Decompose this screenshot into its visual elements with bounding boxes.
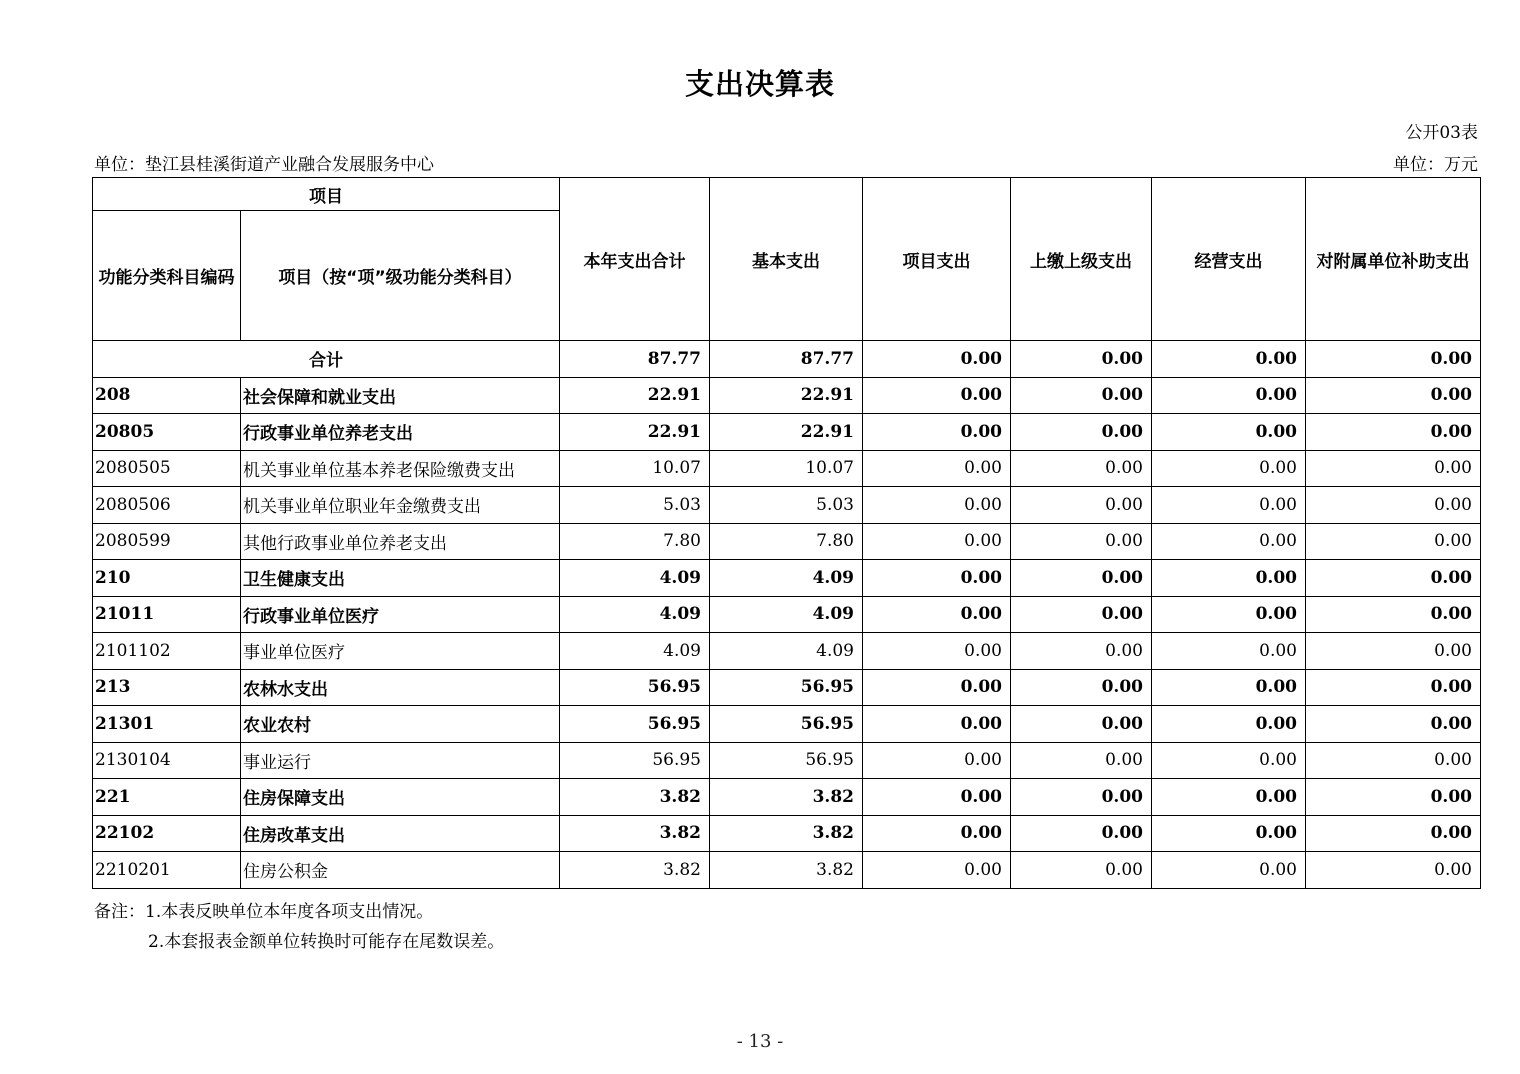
cell-operating: 0.00: [1152, 523, 1306, 560]
cell-operating: 0.00: [1152, 815, 1306, 852]
cell-code: 21011: [93, 596, 241, 633]
cell-total: 5.03: [560, 487, 710, 524]
cell-operating: 0.00: [1152, 414, 1306, 451]
table-row: [93, 742, 1481, 779]
cell-project: 0.00: [863, 669, 1011, 706]
unit-currency: 单位：万元: [1393, 155, 1478, 175]
cell-operating: 0.00: [1152, 633, 1306, 670]
header-basic: 基本支出: [710, 178, 863, 341]
cell-basic: 22.91: [710, 414, 863, 451]
total-remit: 0.00: [1011, 341, 1152, 378]
cell-subsidy: 0.00: [1306, 560, 1481, 597]
cell-basic: 56.95: [710, 742, 863, 779]
cell-subsidy: 0.00: [1306, 596, 1481, 633]
total-project: 0.00: [863, 341, 1011, 378]
cell-name: 农林水支出: [241, 669, 560, 706]
table-row: [93, 815, 1481, 852]
cell-basic: 4.09: [710, 633, 863, 670]
cell-subsidy: 0.00: [1306, 523, 1481, 560]
cell-subsidy: 0.00: [1306, 815, 1481, 852]
cell-code: 2080506: [93, 487, 241, 524]
cell-subsidy: 0.00: [1306, 450, 1481, 487]
header-remit: 上缴上级支出: [1011, 178, 1152, 341]
cell-basic: 56.95: [710, 706, 863, 743]
cell-basic: 5.03: [710, 487, 863, 524]
table-row: [93, 706, 1481, 743]
cell-subsidy: 0.00: [1306, 633, 1481, 670]
cell-name: 事业单位医疗: [241, 633, 560, 670]
table-row: [93, 779, 1481, 816]
cell-basic: 56.95: [710, 669, 863, 706]
table-row: [93, 633, 1481, 670]
header-project: 项目支出: [863, 178, 1011, 341]
cell-total: 4.09: [560, 560, 710, 597]
cell-remit: 0.00: [1011, 560, 1152, 597]
table-row: [93, 852, 1481, 889]
cell-name: 住房改革支出: [241, 815, 560, 852]
cell-code: 208: [93, 377, 241, 414]
cell-remit: 0.00: [1011, 815, 1152, 852]
cell-code: 221: [93, 779, 241, 816]
header-total: 本年支出合计: [560, 178, 710, 341]
cell-total: 4.09: [560, 596, 710, 633]
header-name: 项目（按“项”级功能分类科目）: [241, 211, 560, 341]
table-row: [93, 450, 1481, 487]
cell-operating: 0.00: [1152, 742, 1306, 779]
table-row: [93, 523, 1481, 560]
cell-remit: 0.00: [1011, 742, 1152, 779]
cell-total: 56.95: [560, 742, 710, 779]
cell-project: 0.00: [863, 487, 1011, 524]
cell-total: 10.07: [560, 450, 710, 487]
cell-total: 22.91: [560, 377, 710, 414]
table-row: [93, 560, 1481, 597]
total-operating: 0.00: [1152, 341, 1306, 378]
table-row: [93, 596, 1481, 633]
cell-code: 20805: [93, 414, 241, 451]
cell-basic: 10.07: [710, 450, 863, 487]
cell-basic: 22.91: [710, 377, 863, 414]
cell-code: 2130104: [93, 742, 241, 779]
cell-total: 56.95: [560, 669, 710, 706]
cell-code: 2080505: [93, 450, 241, 487]
cell-basic: 3.82: [710, 815, 863, 852]
table-row: [93, 669, 1481, 706]
cell-operating: 0.00: [1152, 669, 1306, 706]
cell-name: 住房公积金: [241, 852, 560, 889]
total-basic: 87.77: [710, 341, 863, 378]
cell-project: 0.00: [863, 523, 1011, 560]
cell-total: 56.95: [560, 706, 710, 743]
total-row: [93, 341, 1481, 378]
cell-code: 2210201: [93, 852, 241, 889]
cell-subsidy: 0.00: [1306, 377, 1481, 414]
cell-code: 2101102: [93, 633, 241, 670]
cell-operating: 0.00: [1152, 779, 1306, 816]
cell-total: 4.09: [560, 633, 710, 670]
cell-name: 其他行政事业单位养老支出: [241, 523, 560, 560]
cell-remit: 0.00: [1011, 779, 1152, 816]
cell-basic: 3.82: [710, 852, 863, 889]
total-total: 87.77: [560, 341, 710, 378]
cell-name: 农业农村: [241, 706, 560, 743]
cell-subsidy: 0.00: [1306, 706, 1481, 743]
cell-total: 3.82: [560, 779, 710, 816]
cell-subsidy: 0.00: [1306, 487, 1481, 524]
cell-total: 7.80: [560, 523, 710, 560]
cell-subsidy: 0.00: [1306, 414, 1481, 451]
form-number: 公开03表: [1405, 123, 1478, 143]
cell-code: 2080599: [93, 523, 241, 560]
cell-project: 0.00: [863, 560, 1011, 597]
cell-project: 0.00: [863, 706, 1011, 743]
cell-total: 22.91: [560, 414, 710, 451]
cell-project: 0.00: [863, 596, 1011, 633]
cell-project: 0.00: [863, 633, 1011, 670]
cell-operating: 0.00: [1152, 377, 1306, 414]
cell-total: 3.82: [560, 852, 710, 889]
cell-name: 机关事业单位职业年金缴费支出: [241, 487, 560, 524]
cell-code: 213: [93, 669, 241, 706]
cell-operating: 0.00: [1152, 596, 1306, 633]
cell-operating: 0.00: [1152, 706, 1306, 743]
cell-project: 0.00: [863, 742, 1011, 779]
cell-remit: 0.00: [1011, 414, 1152, 451]
header-operating: 经营支出: [1152, 178, 1306, 341]
cell-basic: 4.09: [710, 596, 863, 633]
cell-remit: 0.00: [1011, 633, 1152, 670]
cell-name: 机关事业单位基本养老保险缴费支出: [241, 450, 560, 487]
cell-remit: 0.00: [1011, 377, 1152, 414]
cell-remit: 0.00: [1011, 669, 1152, 706]
page-title: 支出决算表: [684, 67, 835, 101]
total-subsidy: 0.00: [1306, 341, 1481, 378]
cell-code: 21301: [93, 706, 241, 743]
header-item-group: 项目: [93, 178, 560, 211]
cell-name: 行政事业单位养老支出: [241, 414, 560, 451]
cell-name: 事业运行: [241, 742, 560, 779]
cell-name: 社会保障和就业支出: [241, 377, 560, 414]
cell-subsidy: 0.00: [1306, 742, 1481, 779]
cell-name: 行政事业单位医疗: [241, 596, 560, 633]
cell-project: 0.00: [863, 377, 1011, 414]
cell-project: 0.00: [863, 852, 1011, 889]
cell-project: 0.00: [863, 779, 1011, 816]
table-row: [93, 487, 1481, 524]
cell-remit: 0.00: [1011, 596, 1152, 633]
cell-basic: 4.09: [710, 560, 863, 597]
cell-remit: 0.00: [1011, 487, 1152, 524]
note-2: 2.本套报表金额单位转换时可能存在尾数误差。: [148, 932, 505, 952]
cell-code: 210: [93, 560, 241, 597]
unit-name: 单位：垫江县桂溪街道产业融合发展服务中心: [94, 155, 434, 175]
cell-project: 0.00: [863, 414, 1011, 451]
cell-remit: 0.00: [1011, 450, 1152, 487]
cell-name: 卫生健康支出: [241, 560, 560, 597]
total-label: 合计: [93, 341, 560, 378]
cell-subsidy: 0.00: [1306, 669, 1481, 706]
cell-operating: 0.00: [1152, 450, 1306, 487]
cell-project: 0.00: [863, 815, 1011, 852]
cell-subsidy: 0.00: [1306, 779, 1481, 816]
cell-remit: 0.00: [1011, 706, 1152, 743]
cell-code: 22102: [93, 815, 241, 852]
cell-basic: 3.82: [710, 779, 863, 816]
cell-project: 0.00: [863, 450, 1011, 487]
page-number: - 13 -: [736, 1031, 784, 1052]
cell-name: 住房保障支出: [241, 779, 560, 816]
cell-operating: 0.00: [1152, 560, 1306, 597]
cell-basic: 7.80: [710, 523, 863, 560]
header-code: 功能分类科目编码: [93, 211, 241, 341]
table-row: [93, 414, 1481, 451]
note-1: 备注：1.本表反映单位本年度各项支出情况。: [94, 902, 434, 922]
cell-operating: 0.00: [1152, 852, 1306, 889]
cell-subsidy: 0.00: [1306, 852, 1481, 889]
cell-operating: 0.00: [1152, 487, 1306, 524]
expenditure-table: [92, 177, 1481, 889]
cell-remit: 0.00: [1011, 852, 1152, 889]
cell-remit: 0.00: [1011, 523, 1152, 560]
header-subsidy: 对附属单位补助支出: [1306, 178, 1481, 341]
cell-total: 3.82: [560, 815, 710, 852]
table-row: [93, 377, 1481, 414]
